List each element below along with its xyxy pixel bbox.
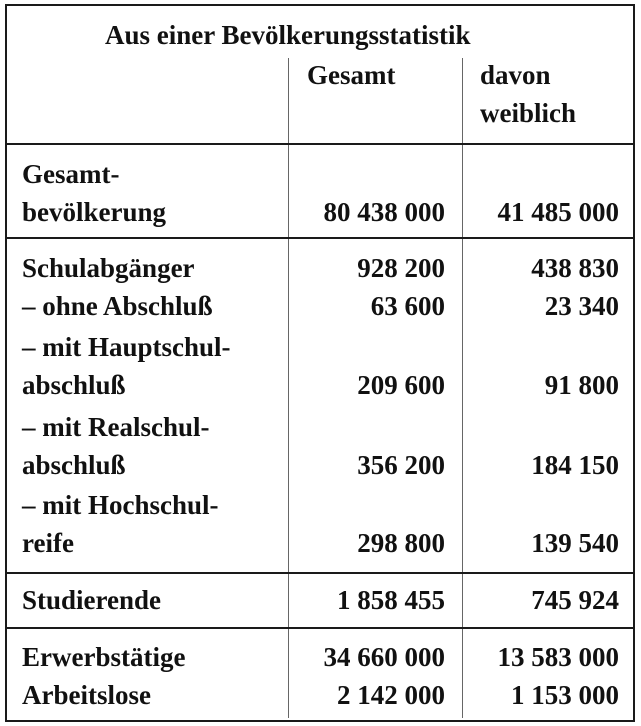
column-divider-1-body xyxy=(288,149,289,718)
value-studierende-weiblich: 745 924 xyxy=(531,585,619,615)
row-label-gesamtbevoelkerung-1: Gesamt- xyxy=(22,159,120,189)
value-schulabgaenger-gesamt: 928 200 xyxy=(357,253,445,283)
row-label-gesamtbevoelkerung-2: bevölkerung xyxy=(22,197,167,227)
value-arbeitslose-weiblich: 1 153 000 xyxy=(511,680,619,710)
value-hauptschul-weiblich: 91 800 xyxy=(544,370,619,400)
section-divider-2 xyxy=(7,572,633,574)
statistics-table xyxy=(5,4,635,722)
value-realschul-weiblich: 184 150 xyxy=(531,450,619,480)
row-label-studierende: Studierende xyxy=(22,585,162,615)
value-realschul-gesamt: 356 200 xyxy=(357,450,445,480)
value-arbeitslose-gesamt: 2 142 000 xyxy=(337,680,445,710)
value-hauptschul-gesamt: 209 600 xyxy=(357,370,445,400)
value-ohne-abschluss-gesamt: 63 600 xyxy=(370,291,445,321)
row-label-arbeitslose: Arbeitslose xyxy=(22,680,151,710)
value-schulabgaenger-weiblich: 438 830 xyxy=(531,253,619,283)
value-ohne-abschluss-weiblich: 23 340 xyxy=(544,291,619,321)
table-title: Aus einer Bevölkerungsstatistik xyxy=(105,20,471,50)
row-label-realschul-2: abschluß xyxy=(22,450,126,480)
row-label-hochschul-2: reife xyxy=(22,528,74,558)
row-label-hauptschul-2: abschluß xyxy=(22,370,126,400)
row-label-realschul-1: – mit Realschul- xyxy=(22,412,210,442)
section-divider-3 xyxy=(7,627,633,629)
value-studierende-gesamt: 1 858 455 xyxy=(337,585,445,615)
value-gesamtbevoelkerung-gesamt: 80 438 000 xyxy=(323,197,445,227)
value-hochschul-weiblich: 139 540 xyxy=(531,528,619,558)
row-label-hauptschul-1: – mit Hauptschul- xyxy=(22,332,231,362)
row-label-erwerbstaetige: Erwerbstätige xyxy=(22,642,186,672)
value-gesamtbevoelkerung-weiblich: 41 485 000 xyxy=(497,197,619,227)
header-divider xyxy=(7,143,633,145)
row-label-schulabgaenger: Schulabgänger xyxy=(22,253,195,283)
row-label-hochschul-1: – mit Hochschul- xyxy=(22,490,219,520)
column-header-weiblich: weiblich xyxy=(480,98,577,128)
column-header-gesamt: Gesamt xyxy=(307,60,396,90)
value-erwerbstaetige-weiblich: 13 583 000 xyxy=(497,642,619,672)
column-header-davon: davon xyxy=(480,60,551,90)
column-divider-1 xyxy=(288,58,289,149)
row-label-ohne-abschluss: – ohne Abschluß xyxy=(22,291,213,321)
value-hochschul-gesamt: 298 800 xyxy=(357,528,445,558)
value-erwerbstaetige-gesamt: 34 660 000 xyxy=(323,642,445,672)
section-divider-1 xyxy=(7,237,633,239)
